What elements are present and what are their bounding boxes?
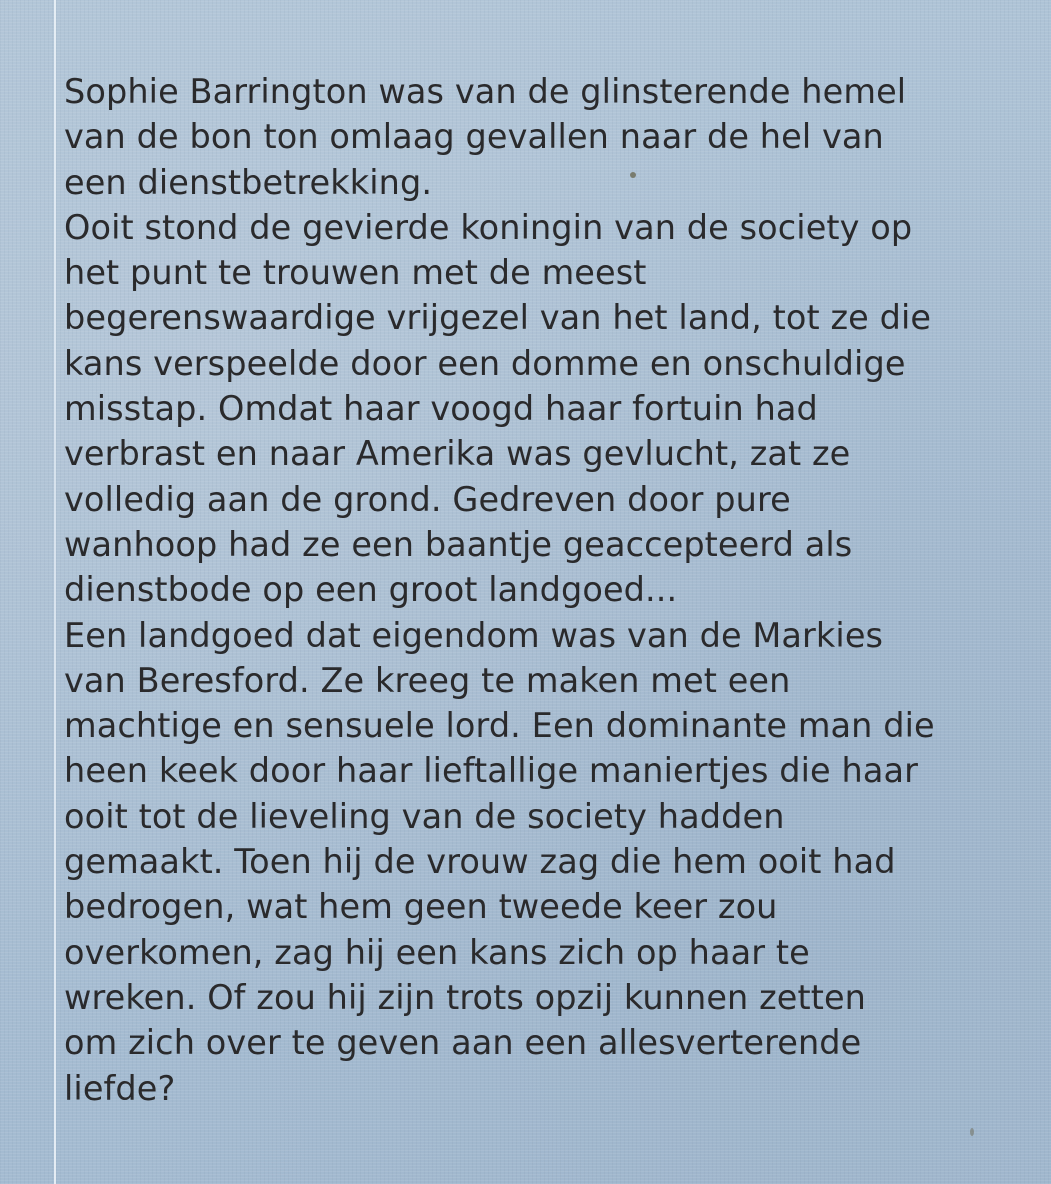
text-line: heen keek door haar lieftallige maniertjes die haar <box>64 751 918 791</box>
text-line: begerenswaardige vrijgezel van het land, tot ze die <box>64 298 932 338</box>
text-line: van Beresford. Ze kreeg te maken met een <box>64 660 791 700</box>
text-line: dienstbode op een groot landgoed... <box>64 570 678 610</box>
text-line: kans verspeelde door een domme en onschuldige <box>64 343 906 383</box>
text-line: wreken. Of zou hij zijn trots opzij kunnen zetten <box>64 977 867 1017</box>
text-line: van de bon ton omlaag gevallen naar de hel van <box>64 117 884 157</box>
text-line: ooit tot de lieveling van de society hadden <box>64 796 785 836</box>
paper-speck <box>970 1128 974 1136</box>
text-line: Een landgoed dat eigendom was van de Markies <box>64 615 884 655</box>
text-line: bedrogen, wat hem geen tweede keer zou <box>64 887 778 927</box>
text-line: machtige en sensuele lord. Een dominante man die <box>64 706 935 746</box>
text-line: misstap. Omdat haar voogd haar fortuin had <box>64 389 818 429</box>
text-line: gemaakt. Toen hij de vrouw zag die hem ooit had <box>64 842 896 882</box>
text-line: wanhoop had ze een baantje geaccepteerd als <box>64 524 853 564</box>
text-line: Sophie Barrington was van de glinsterende hemel <box>64 72 907 111</box>
text-line: volledig aan de grond. Gedreven door pure <box>64 479 791 519</box>
paper-crease <box>54 0 56 1184</box>
text-line: een dienstbetrekking. <box>64 162 433 202</box>
blurb-text <box>64 69 1024 1111</box>
text-line: om zich over te geven aan een allesverterende <box>64 1023 862 1063</box>
text-line: verbrast en naar Amerika was gevlucht, zat ze <box>64 434 851 474</box>
text-line: overkomen, zag hij een kans zich op haar te <box>64 932 810 972</box>
text-line: het punt te trouwen met de meest <box>64 253 647 293</box>
text-line: liefde? <box>64 1068 176 1108</box>
text-line: Ooit stond de gevierde koningin van de society op <box>64 207 913 247</box>
